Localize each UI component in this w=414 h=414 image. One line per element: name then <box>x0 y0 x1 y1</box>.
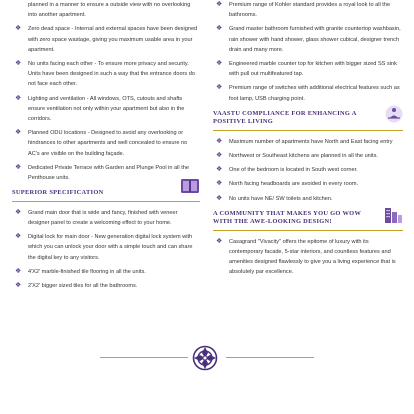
section-title: SUPERIOR SPECIFICATION <box>12 189 104 197</box>
diamond-bullet-icon: ❖ <box>15 208 22 216</box>
list-item-text: Maximum number of apartments have North and East facing entry <box>229 138 393 145</box>
list-item-toilets <box>213 194 403 204</box>
list-item-text: 2'X2' bigger sized tiles for all the bathrooms. <box>28 282 138 289</box>
list-item-grand-master <box>213 24 403 55</box>
list-item-text: Northwest or Southeast kitchens are planned in all the units. <box>229 153 378 160</box>
list-item-kitchen <box>213 59 403 79</box>
diamond-bullet-icon: ❖ <box>216 194 223 202</box>
section-title: A COMMUNITY THAT MAKES YOU GO WOW WITH THE AWE-LOOKING DESIGN! <box>213 209 362 226</box>
diamond-bullet-icon: ❖ <box>216 237 223 245</box>
community-list <box>213 237 403 278</box>
list-item-view <box>12 0 200 20</box>
diamond-bullet-icon: ❖ <box>216 137 223 145</box>
list-item-headboards <box>213 179 403 189</box>
list-item-text: Digital lock for main door - New generation digital lock system with which you can unlock your door with a simple touch and can share the digital key to any visitors. <box>28 234 193 261</box>
diamond-bullet-icon: ❖ <box>15 60 22 68</box>
superior-specification-list <box>12 208 200 291</box>
diamond-bullet-icon: ❖ <box>216 84 223 92</box>
list-item-text: 4'X2' marble-finished tile flooring in all the units. <box>28 268 146 275</box>
right-column <box>213 0 403 282</box>
vaastu-compliance-list <box>213 137 403 204</box>
list-item-text: Casagrand "Vivacity" offers the epitome of luxury with its contemporary facade, 5-star interiors, and countless features and amenities designed flawlessly to give you a living experience that is absolutely par excellence. <box>229 238 396 276</box>
list-item-text: One of the bedroom is located in South west corner. <box>229 167 358 174</box>
list-item-text: Lighting and ventilation - All windows, OTS, cutouts and shafts ensure ventilation not only within your apartment but also in the corridors. <box>28 95 185 123</box>
list-item-dead-space <box>12 24 200 55</box>
list-item-text: No units facing each other - To ensure more privacy and security. Units have been designed in such a way that the entrance doors do not face each other. <box>28 61 195 88</box>
footer-rule-left <box>100 357 188 358</box>
list-item-bedroom <box>213 165 403 175</box>
list-item-odu <box>12 128 200 159</box>
list-item-kitchens <box>213 151 403 161</box>
ornament-logo-icon <box>192 345 218 376</box>
diamond-bullet-icon: ❖ <box>15 163 22 171</box>
list-item-switches <box>213 83 403 103</box>
list-item-no-units-facing <box>12 59 200 90</box>
list-item-digital-lock <box>12 232 200 263</box>
diamond-bullet-icon: ❖ <box>15 25 22 33</box>
diamond-bullet-icon: ❖ <box>15 94 22 102</box>
building-icon <box>383 205 403 228</box>
list-item-text: No units have NE/ SW toilets and kitchen. <box>229 195 333 202</box>
left-column <box>12 0 200 295</box>
diamond-bullet-icon: ❖ <box>15 233 22 241</box>
diamond-bullet-icon: ❖ <box>15 267 22 275</box>
community-heading <box>213 210 403 231</box>
list-item-text: Grand master bathroom furnished with granite countertop washbasin, rain shower with hand shower, glass shower cubical, designer trench drain and many more. <box>229 26 401 53</box>
diamond-bullet-icon: ❖ <box>15 281 22 289</box>
diamond-bullet-icon: ❖ <box>216 1 223 8</box>
diamond-bullet-icon: ❖ <box>216 166 223 174</box>
diamond-bullet-icon: ❖ <box>216 25 223 33</box>
list-item-main-door <box>12 208 200 228</box>
list-item-text: Grand main door that is wide and fancy, finished with veneer designer panel to create a welcoming effect to your home. <box>28 209 178 226</box>
list-item-north-east <box>213 137 403 147</box>
list-item-text: Engineered marble counter top for kitchen with bigger sized SS sink with pull out multifeatured tap. <box>229 61 397 78</box>
list-item-terrace <box>12 163 200 183</box>
list-item-text: planned in a manner to ensure a outside view with no overlooking into another apartment. <box>28 2 191 19</box>
vaastu-compliance-heading <box>213 110 403 131</box>
diamond-bullet-icon: ❖ <box>216 60 223 68</box>
list-item-text: North facing headboards are avoided in every room. <box>229 181 359 188</box>
list-item-ventilation <box>12 94 200 125</box>
list-item-bath-tiles <box>12 281 200 291</box>
meditation-icon <box>385 105 403 128</box>
superior-specification-heading <box>12 189 200 202</box>
diamond-bullet-icon: ❖ <box>15 129 22 137</box>
list-item-text: Zero dead space - Internal and external spaces have been designed with zero space wastage, giving you maximum usable area in your apartment. <box>28 26 198 53</box>
diamond-bullet-icon: ❖ <box>216 180 223 188</box>
list-item-marble <box>12 267 200 277</box>
list-item-text: Planned ODU locations - Designed to avoid any overlooking or hindrances to other apartments and well concealed to ensure no AC's are visible on the building façade. <box>28 130 188 157</box>
list-item-kohler <box>213 0 403 20</box>
book-icon <box>180 178 200 199</box>
list-item-text: Premium range of Kohler standard provides a royal look to all the bathrooms. <box>229 2 391 19</box>
list-item-text: Premium range of switches with additional electrical features such as foot lamp, USB charging point. <box>229 85 400 102</box>
list-item-vivacity <box>213 237 403 278</box>
section-title: VAASTU COMPLIANCE FOR ENHANCING A POSITIVE LIVING <box>213 109 357 126</box>
list-item-text: Dedicated Private Terrace with Garden and Plunge Pool in all the Penthouse units. <box>28 164 189 182</box>
footer-rule-right <box>226 357 314 358</box>
diamond-bullet-icon: ❖ <box>216 152 223 160</box>
right-feature-list <box>213 0 403 104</box>
left-feature-list <box>12 0 200 183</box>
